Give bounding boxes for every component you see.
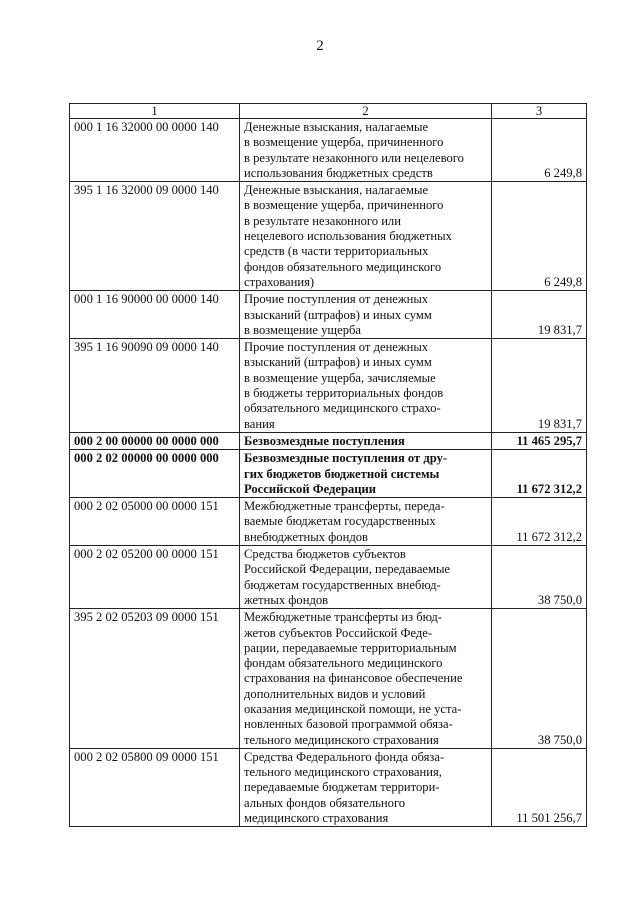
table-row xyxy=(70,748,587,826)
description-line: передаваемые бюджетам территори- xyxy=(244,780,440,795)
description-line: Денежные взыскания, налагаемые xyxy=(244,120,429,134)
budget-code: 395 2 02 05203 09 0000 151 xyxy=(70,609,240,749)
description-line: в результате незаконного или нецелевого xyxy=(244,150,464,165)
table-row xyxy=(70,339,587,433)
description-line: Средства Федерального фонда обяза- xyxy=(244,749,445,764)
description-line: жетов субъектов Российской Феде- xyxy=(244,625,433,640)
description-line: Прочие поступления от денежных xyxy=(244,292,429,307)
amount: 6 249,8 xyxy=(492,182,587,291)
description-line: фондов обязательного медицинского xyxy=(244,259,442,274)
description-line: Межбюджетные трансферты, переда- xyxy=(244,499,445,514)
budget-table xyxy=(69,103,587,827)
description-line: фондам обязательного медицинского xyxy=(244,656,443,671)
description-line: тельного медицинского страхования xyxy=(244,732,439,747)
description-line: дополнительных видов и условий xyxy=(244,686,426,701)
amount: 11 501 256,7 xyxy=(492,748,587,826)
description-line: Денежные взыскания, налагаемые xyxy=(244,183,429,198)
description-line: Прочие поступления от денежных xyxy=(244,340,429,355)
budget-code: 000 2 02 05200 00 0000 151 xyxy=(70,546,240,609)
budget-code: 000 1 16 32000 00 0000 140 xyxy=(70,119,240,182)
amount: 6 249,8 xyxy=(492,119,587,182)
budget-code: 000 2 00 00000 00 0000 000 xyxy=(70,432,240,449)
income-description xyxy=(240,119,492,182)
description-line: в возмещение ущерба, зачисляемые xyxy=(244,370,436,385)
income-description xyxy=(240,182,492,291)
description-line: в результате незаконного или xyxy=(244,213,401,228)
income-description xyxy=(240,609,492,749)
budget-code: 395 1 16 32000 09 0000 140 xyxy=(70,182,240,291)
income-description xyxy=(240,546,492,609)
income-description xyxy=(240,339,492,433)
description-line: средств (в части территориальных xyxy=(244,244,429,259)
table-row xyxy=(70,450,587,498)
description-line: вания xyxy=(244,416,275,431)
income-description xyxy=(240,748,492,826)
table-row xyxy=(70,182,587,291)
table-row xyxy=(70,432,587,449)
description-line: взысканий (штрафов) и иных сумм xyxy=(244,355,432,370)
description-line: в возмещение ущерба xyxy=(244,322,361,337)
amount: 38 750,0 xyxy=(492,609,587,749)
description-line: Межбюджетные трансферты из бюд- xyxy=(244,610,442,625)
description-line: в возмещение ущерба, причиненного xyxy=(244,198,444,213)
description-line: оказания медицинской помощи, не уста- xyxy=(244,701,462,716)
description-line: взысканий (штрафов) и иных сумм xyxy=(244,307,432,322)
description-line: обязательного медицинского страхо- xyxy=(244,401,441,416)
description-line: Средства бюджетов субъектов xyxy=(244,547,406,562)
table-body xyxy=(70,119,587,827)
description-line: ваемые бюджетам государственных xyxy=(244,514,436,529)
description-line: страхования) xyxy=(244,274,315,289)
amount: 19 831,7 xyxy=(492,339,587,433)
description-line: страхования на финансовое обеспечение xyxy=(244,671,463,686)
table-row xyxy=(70,609,587,749)
description-line: медицинского страхования xyxy=(244,811,389,826)
table-row xyxy=(70,498,587,546)
description-line: гих бюджетов бюджетной системы xyxy=(244,466,440,481)
description-line: Российской Федерации xyxy=(244,481,377,496)
table-row xyxy=(70,546,587,609)
description-line: Российской Федерации, передаваемые xyxy=(244,562,451,577)
budget-code: 000 2 02 05800 09 0000 151 xyxy=(70,748,240,826)
amount: 11 672 312,2 xyxy=(492,450,587,498)
amount: 19 831,7 xyxy=(492,291,587,339)
table-row xyxy=(70,291,587,339)
description-line: в возмещение ущерба, причиненного xyxy=(244,135,444,150)
budget-code: 000 1 16 90000 00 0000 140 xyxy=(70,291,240,339)
column-header-1: 1 xyxy=(70,104,240,119)
description-line: внебюджетных фондов xyxy=(244,529,368,544)
table-header-row xyxy=(70,104,587,119)
description-line: рации, передаваемые территориальным xyxy=(244,640,457,655)
description-line: тельного медицинского страхования, xyxy=(244,765,442,780)
description-line: в бюджеты территориальных фондов xyxy=(244,386,444,401)
column-header-2: 2 xyxy=(240,104,492,119)
amount: 11 465 295,7 xyxy=(492,432,587,449)
description-line: жетных фондов xyxy=(244,592,329,607)
amount: 38 750,0 xyxy=(492,546,587,609)
income-description xyxy=(240,498,492,546)
page-number: 2 xyxy=(316,38,324,54)
description-line: бюджетам государственных внебюд- xyxy=(244,577,441,592)
description-line: нецелевого использования бюджетных xyxy=(244,229,452,244)
budget-code: 395 1 16 90090 09 0000 140 xyxy=(70,339,240,433)
description-line: использования бюджетных средств xyxy=(244,165,433,180)
description-line: новленных базовой программой обяза- xyxy=(244,717,453,732)
income-description xyxy=(240,450,492,498)
description-line: альных фондов обязательного xyxy=(244,795,406,810)
description-line: Безвозмездные поступления xyxy=(244,433,405,448)
income-description xyxy=(240,291,492,339)
budget-code: 000 2 02 05000 00 0000 151 xyxy=(70,498,240,546)
description-line: Безвозмездные поступления от дру- xyxy=(244,451,448,466)
budget-code: 000 2 02 00000 00 0000 000 xyxy=(70,450,240,498)
column-header-3: 3 xyxy=(492,104,587,119)
income-description xyxy=(240,432,492,449)
table-row xyxy=(70,119,587,182)
amount: 11 672 312,2 xyxy=(492,498,587,546)
